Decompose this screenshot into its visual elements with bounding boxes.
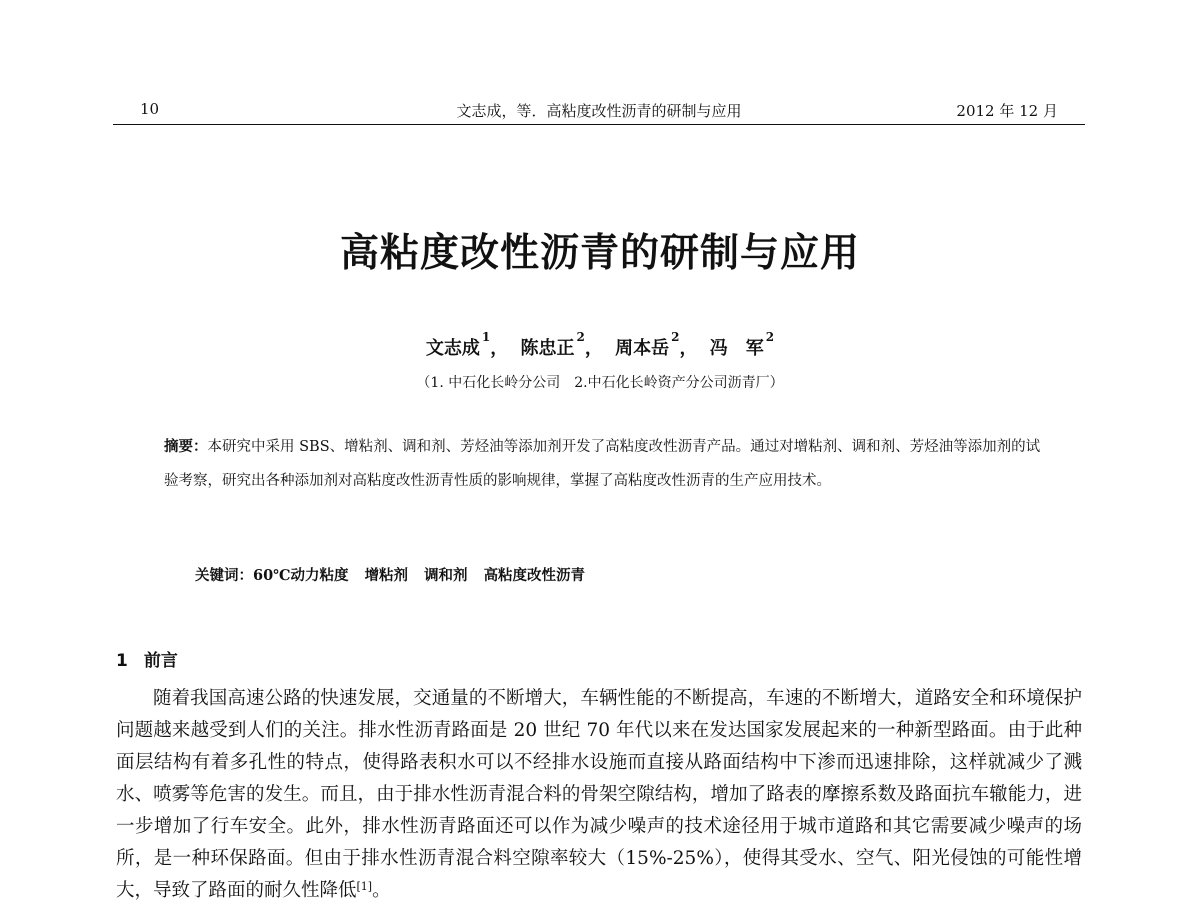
running-title: 文志成，等．高粘度改性沥青的研制与应用 [456,102,742,120]
abstract [164,430,1044,498]
keyword: 增粘剂 [364,567,409,584]
abstract-label: 摘要： [164,438,208,455]
author: 陈忠正$^2$ [520,330,585,359]
keyword: 高粘度改性沥青 [483,567,586,584]
keywords [195,564,601,585]
affiliation-2: 2.中石化长岭资产分公司沥青厂） [574,375,784,391]
author: 文志成$^1$ [425,330,491,359]
author: 冯 军$^2$ [709,330,775,359]
section-number: 1 [116,651,128,671]
keywords-label: 关键词： [195,567,253,584]
citation: [1] [356,880,373,893]
section-heading [116,646,178,671]
running-header [113,96,1085,125]
keyword: 调和剂 [424,567,468,584]
body-text [116,683,1082,907]
author-list: 文志成$^1$， 陈忠正$^2$， 周本岳$^2$， 冯 军$^2$ [425,330,775,359]
abstract-text: 本研究中采用 SBS、增粘剂、调和剂、芳烃油等添加剂开发了高粘度改性沥青产品。通过对增粘剂、调和剂、芳烃油等添加剂的试验考察，研究出各种添加剂对高粘度改性沥青性质的影响规律，掌握了高粘度改性沥青的生产应用技术。 [164,439,1041,489]
paragraph: 随着我国高速公路的快速发展，交通量的不断增大，车辆性能的不断提高，车速的不断增大，道路安全和环境保护问题越来越受到人们的关注。排水性沥青路面是 20 世纪 70 年代以来在发达国家发展起来的一种新型路面。由于此种面层结构有着多孔性的特点，使得路表积水可以不经排水设施而直接从路面结构中下渗而迅速排除，这样就减少了溅水、喷雾等危害的发生。而且，由于排水性沥青混合料的骨架空隙结构，增加了路表的摩擦系数及路面抗车辙能力，进一步增加了行车安全。此外，排水性沥青路面还可以作为减少噪声的技术途径用于城市道路和其它需要减少噪声的场所，是一种环保路面。但由于排水性沥青混合料空隙率较大（15%-25%），使得其受水、空气、阳光侵蚀的可能性增大，导致了路面的耐久性降低[1]。 [116,688,1082,901]
affiliations [0,372,1200,392]
author: 周本岳$^2$ [615,330,680,359]
affiliation-1: （1. 中石化长岭分公司 [416,375,561,391]
page-number: 10 [140,100,160,118]
keyword: 60℃动力粘度 [253,567,349,584]
paper-title: 高粘度改性沥青的研制与应用 [339,231,860,276]
issue-date: 2012 年 12 月 [956,102,1058,120]
section-title: 前言 [143,651,178,671]
